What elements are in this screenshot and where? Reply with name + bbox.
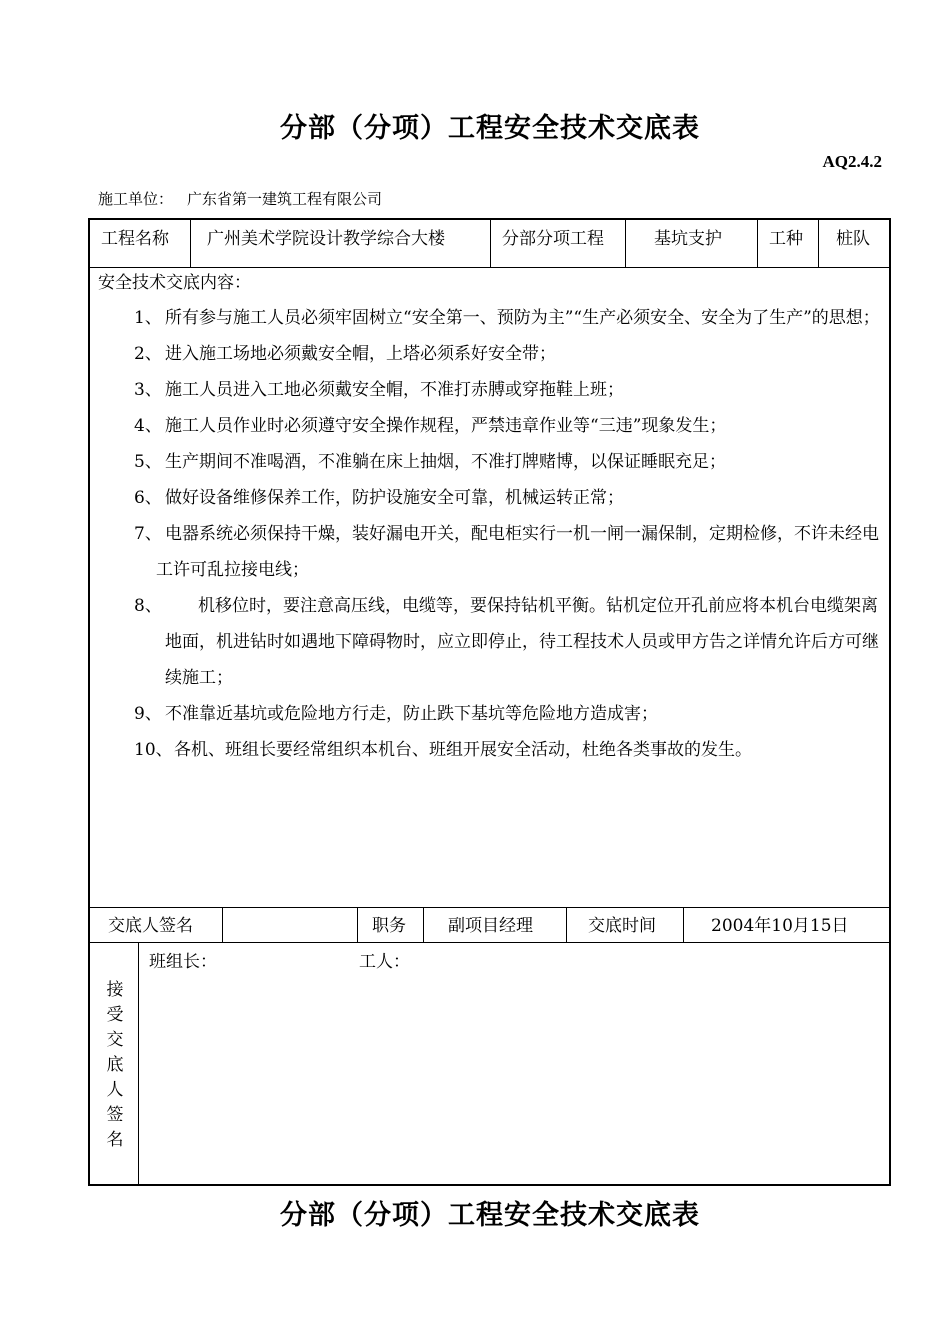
item-text: 做好设备维修保养工作，防护设施安全可靠，机械运转正常； bbox=[165, 488, 624, 508]
item-text: 施工人员作业时必须遵守安全操作规程，严禁违章作业等“三违”现象发生； bbox=[165, 416, 727, 436]
sign-row-bottom bbox=[88, 942, 891, 943]
receiver-label bbox=[102, 978, 128, 1153]
project-name-label: 工程名称 bbox=[101, 229, 169, 249]
construction-unit bbox=[98, 188, 382, 209]
item-number: 5、 bbox=[134, 452, 162, 472]
header-col-divider bbox=[757, 218, 758, 268]
sign-col-divider bbox=[357, 907, 358, 943]
safety-content bbox=[98, 268, 888, 768]
list-item bbox=[98, 408, 888, 444]
item-number: 4、 bbox=[134, 416, 162, 436]
list-item bbox=[98, 300, 888, 336]
table-border-right bbox=[889, 218, 891, 1186]
list-item bbox=[98, 588, 888, 696]
date-value: 2004年10月15日 bbox=[711, 916, 849, 936]
form-code: AQ2.4.2 bbox=[822, 152, 882, 171]
item-text: 机移位时，要注意高压线，电缆等，要保持钻机平衡。钻机定位开孔前应将本机台电缆架离地面，机进钻时如遇地下障碍物时，应立即停止，待工程技术人员或甲方告之详情允许后方可继续施工； bbox=[165, 596, 879, 688]
list-item bbox=[98, 372, 888, 408]
item-number: 3、 bbox=[134, 380, 162, 400]
item-number: 9、 bbox=[134, 704, 162, 724]
construction-unit-label: 施工单位： bbox=[98, 190, 174, 208]
subproject-label: 分部分项工程 bbox=[502, 229, 604, 249]
item-text: 进入施工场地必须戴安全帽，上塔必须系好安全带； bbox=[165, 344, 556, 364]
receiver-label-char: 人 bbox=[106, 1080, 124, 1100]
list-item bbox=[98, 444, 888, 480]
sign-col-divider bbox=[566, 907, 567, 943]
receiver-label-char: 接 bbox=[106, 980, 124, 1000]
item-text: 生产期间不准喝酒，不准躺在床上抽烟，不准打牌赌博，以保证睡眠充足； bbox=[165, 452, 726, 472]
item-text: 所有参与施工人员必须牢固树立“安全第一、预防为主”“生产必须安全、安全为了生产”的思想； bbox=[165, 308, 880, 328]
project-name-value: 广州美术学院设计教学综合大楼 bbox=[207, 229, 445, 249]
list-item bbox=[98, 516, 888, 588]
team-leader-label: 班组长： bbox=[149, 952, 217, 972]
table-border-left bbox=[88, 218, 90, 1186]
item-text: 施工人员进入工地必须戴安全帽，不准打赤膊或穿拖鞋上班； bbox=[165, 380, 624, 400]
subproject-value: 基坑支护 bbox=[654, 229, 722, 249]
item-number: 1、 bbox=[134, 308, 162, 328]
date-label: 交底时间 bbox=[588, 916, 656, 936]
item-text: 不准靠近基坑或危险地方行走，防止跌下基坑等危险地方造成害； bbox=[165, 704, 658, 724]
item-text: 各机、班组长要经常组织本机台、班组开展安全活动，杜绝各类事故的发生。 bbox=[174, 740, 752, 760]
sign-col-divider bbox=[423, 907, 424, 943]
list-item bbox=[98, 336, 888, 372]
receiver-label-char: 受 bbox=[106, 1005, 124, 1025]
list-item bbox=[98, 732, 888, 768]
item-number: 7、 bbox=[134, 524, 162, 544]
header-col-divider bbox=[625, 218, 626, 268]
receiver-label-char: 名 bbox=[106, 1130, 124, 1150]
position-label: 职务 bbox=[372, 916, 406, 936]
item-number: 8、 bbox=[134, 596, 162, 616]
footer-title: 分部（分项）工程安全技术交底表 bbox=[280, 1200, 700, 1231]
item-number: 6、 bbox=[134, 488, 162, 508]
position-value: 副项目经理 bbox=[448, 916, 533, 936]
construction-unit-value: 广东省第一建筑工程有限公司 bbox=[187, 190, 383, 208]
header-col-divider bbox=[490, 218, 491, 268]
item-number: 2、 bbox=[134, 344, 162, 364]
sign-col-divider bbox=[683, 907, 684, 943]
header-col-divider bbox=[190, 218, 191, 268]
discloser-label: 交底人签名 bbox=[108, 916, 193, 936]
item-text: 电器系统必须保持干燥，装好漏电开关，配电柜实行一机一闸一漏保制，定期检修，不许未经电工许可乱拉接电线； bbox=[156, 524, 879, 580]
sign-row-top bbox=[88, 907, 891, 908]
page-title: 分部（分项）工程安全技术交底表 bbox=[280, 113, 700, 144]
receiver-label-char: 签 bbox=[106, 1105, 124, 1125]
table-border-bottom bbox=[88, 1184, 891, 1186]
worker-label: 工人： bbox=[359, 952, 410, 972]
sign-col-divider bbox=[222, 907, 223, 943]
trade-label: 工种 bbox=[769, 229, 803, 249]
receiver-label-char: 交 bbox=[106, 1030, 124, 1050]
receiver-col-divider bbox=[138, 942, 139, 1185]
list-item bbox=[98, 480, 888, 516]
header-col-divider bbox=[818, 218, 819, 268]
item-number: 10、 bbox=[134, 740, 173, 760]
list-item bbox=[98, 696, 888, 732]
content-heading: 安全技术交底内容： bbox=[98, 273, 251, 293]
trade-value: 桩队 bbox=[836, 229, 870, 249]
receiver-label-char: 底 bbox=[106, 1055, 124, 1075]
